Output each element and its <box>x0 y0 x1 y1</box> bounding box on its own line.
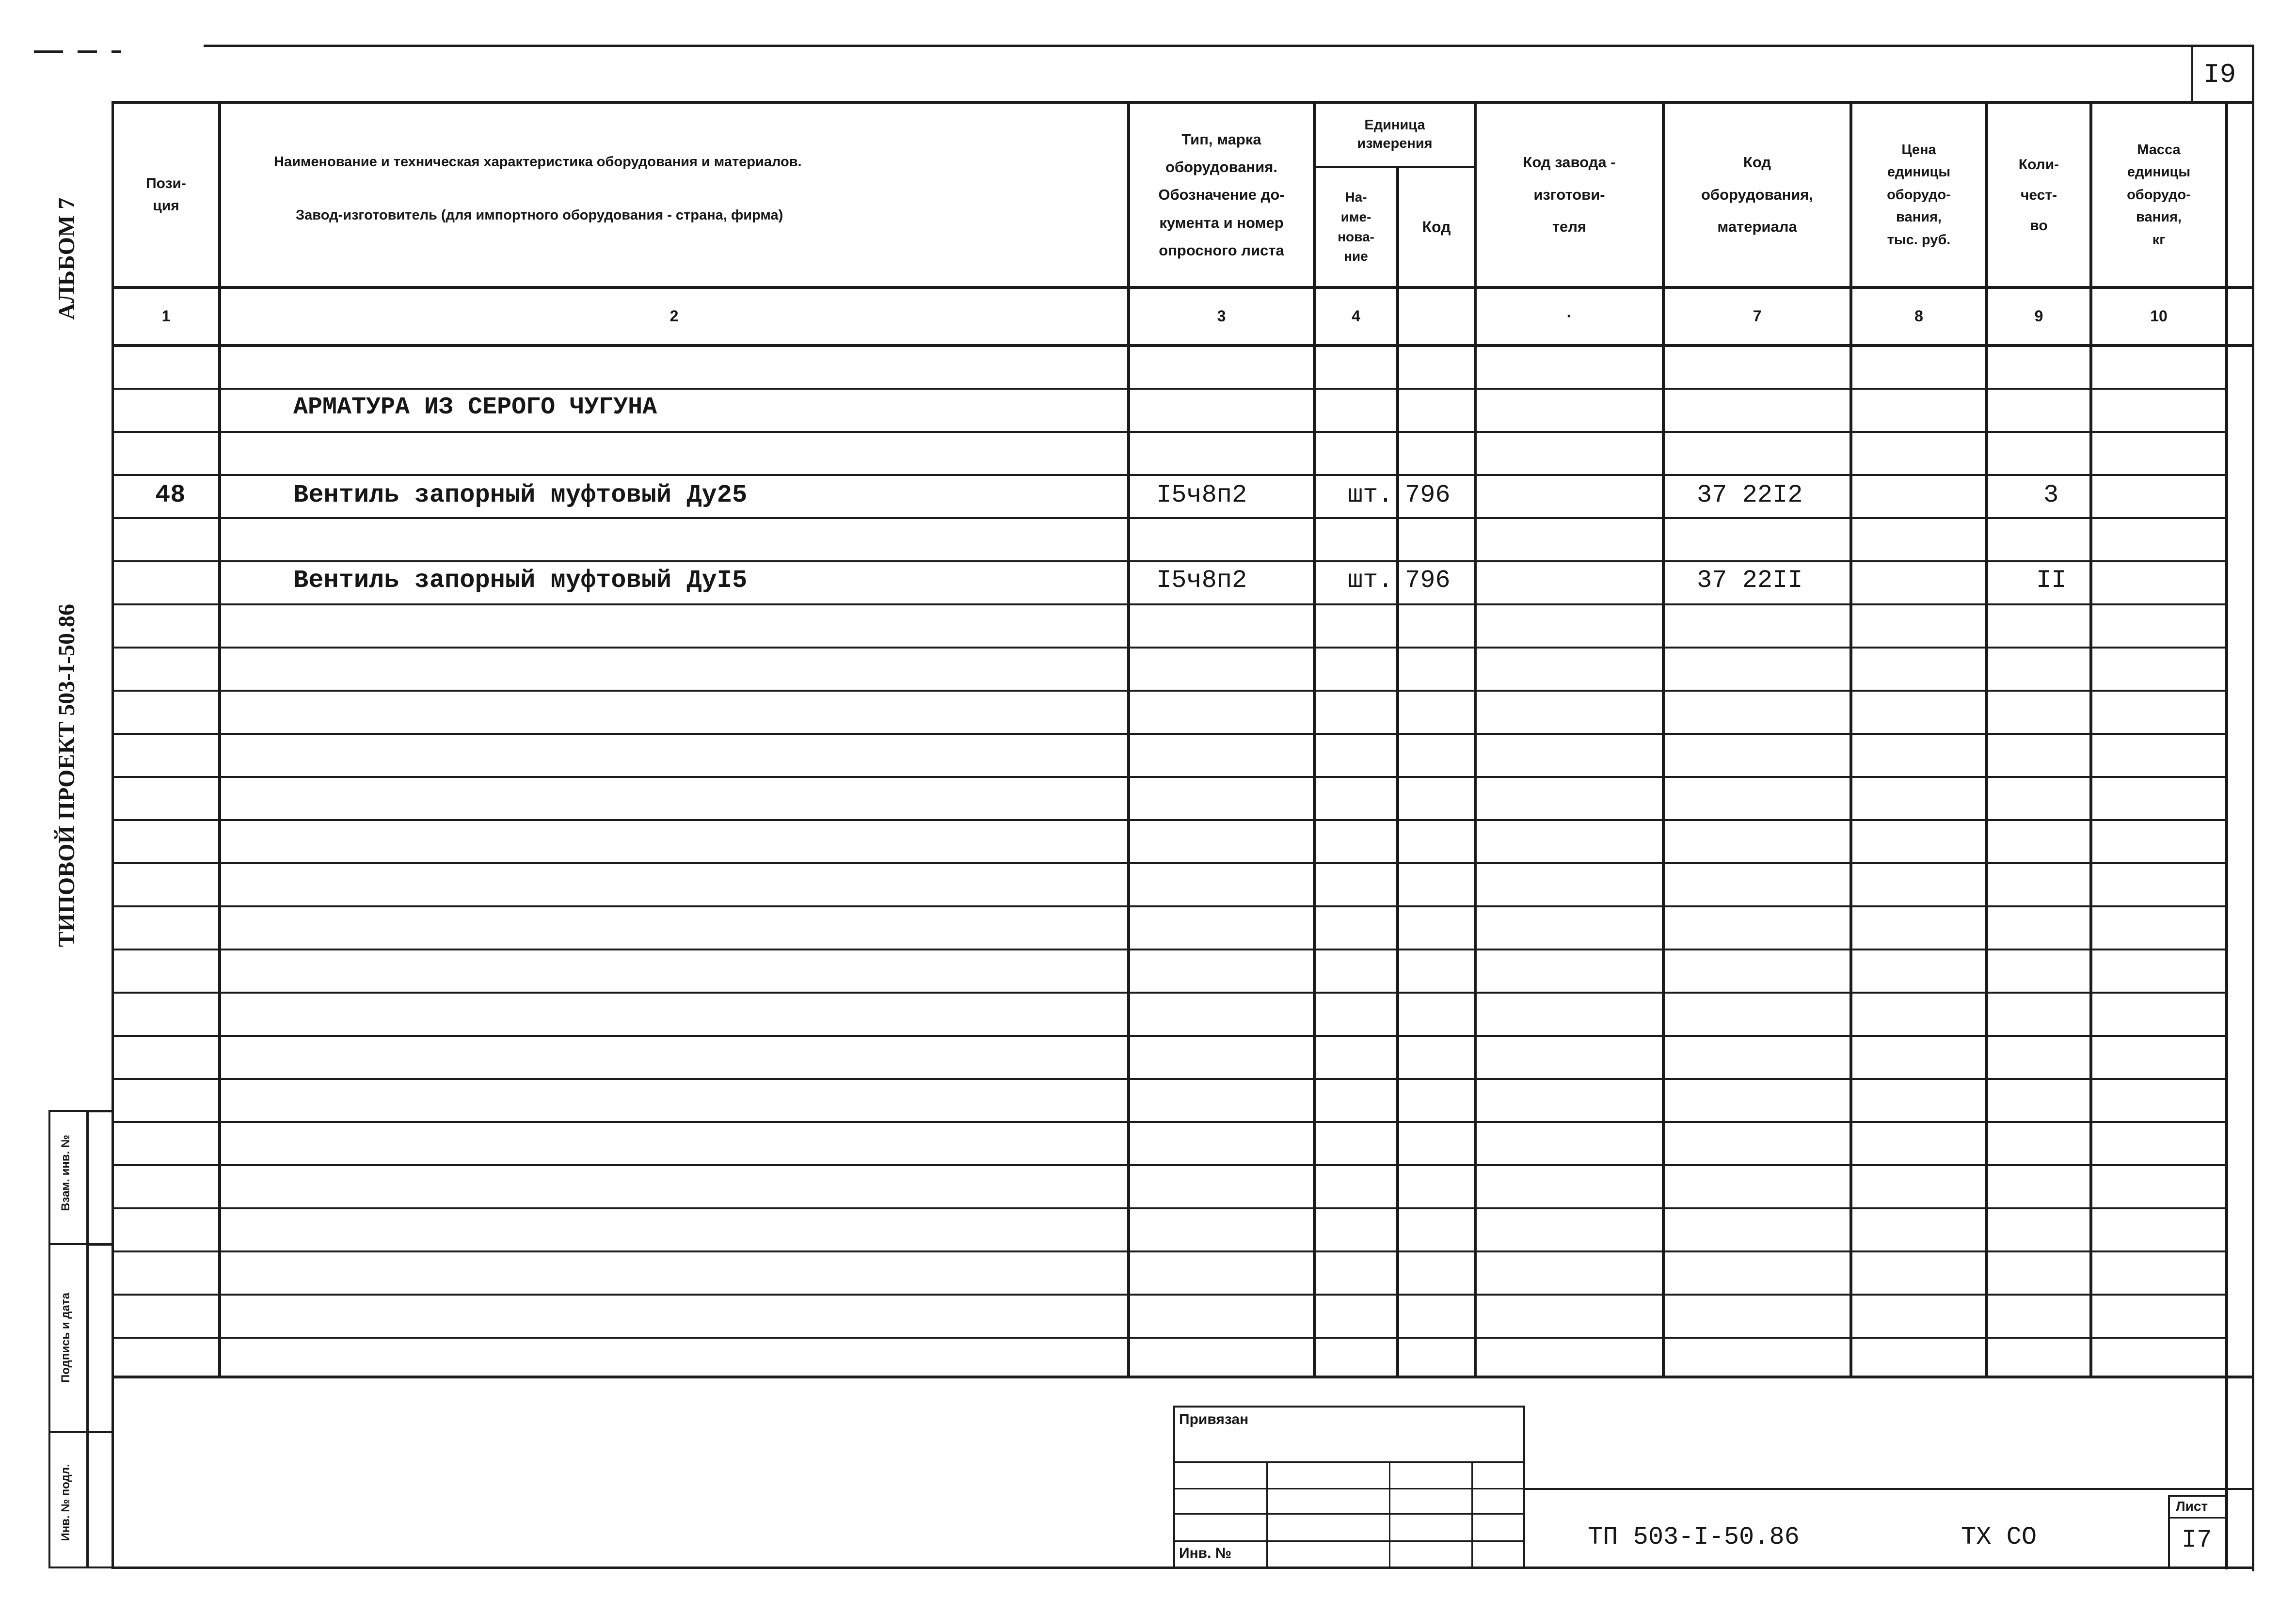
priv-col2 <box>1389 1461 1390 1568</box>
row-line <box>112 1337 2228 1339</box>
header-unit-code: Код <box>1422 218 1451 236</box>
doc-code: ТП 503-I-50.86 <box>1588 1523 1800 1551</box>
colnum-4: 4 <box>1352 307 1360 325</box>
colnum-3: 3 <box>1217 307 1226 325</box>
row1-unit: шт. <box>1348 481 1393 509</box>
colnum-1: 1 <box>161 307 171 325</box>
side-stamp-left <box>86 1110 89 1568</box>
colnum-7: 7 <box>1753 307 1762 325</box>
row-line <box>112 992 2228 994</box>
top-dash-3 <box>112 50 121 53</box>
sheet-box-left <box>2191 45 2193 102</box>
stamp-top <box>1523 1488 2252 1490</box>
project-title: ТИПОВОЙ ПРОЕКТ 503-I-50.86 <box>54 604 80 947</box>
header-name-line1: Наименование и техническая характеристика оборудования и материалов. <box>274 154 802 170</box>
table-colnum-bottom <box>112 344 2252 347</box>
row-line <box>112 1121 2228 1123</box>
side-stamp-div1 <box>86 1243 114 1246</box>
section-title: АРМАТУРА ИЗ СЕРОГО ЧУГУНА <box>293 394 657 421</box>
top-border <box>204 45 2254 47</box>
row2-unit-code: 796 <box>1405 566 1451 595</box>
stamp-podpis-data: Подпись и дата <box>59 1293 72 1383</box>
row1-code: 37 22I2 <box>1697 481 1803 509</box>
top-dash-1 <box>34 50 63 53</box>
doc-mark: ТХ СО <box>1961 1523 2037 1551</box>
row-line <box>112 1207 2228 1209</box>
row-line <box>112 776 2228 778</box>
header-quantity: Коли- чест- во <box>2018 156 2059 234</box>
header-unit-name: На- име- нова- ние <box>1338 190 1374 264</box>
row2-code: 37 22II <box>1697 566 1803 595</box>
priv-col3 <box>1471 1461 1473 1568</box>
side-stamp-top <box>86 1110 114 1112</box>
row-line <box>112 819 2228 821</box>
row2-quantity: II <box>2036 566 2067 595</box>
table-body-bottom <box>112 1376 2252 1378</box>
priv-box-right <box>1523 1406 1525 1568</box>
row-line <box>112 517 2228 519</box>
right-border <box>2252 45 2254 1571</box>
album-title: АЛЬБОМ 7 <box>54 197 80 320</box>
row-line <box>112 1035 2228 1037</box>
header-factory-code: Код завода - изготови- теля <box>1523 154 1616 236</box>
row1-type: I5ч8п2 <box>1156 481 1247 509</box>
list-number: I7 <box>2182 1526 2212 1554</box>
row1-unit-code: 796 <box>1405 481 1451 509</box>
col-sep-10 <box>2225 101 2228 1569</box>
row-line <box>112 431 2228 433</box>
row-line <box>112 905 2228 907</box>
row-line <box>112 862 2228 864</box>
header-mass: Масса единицы оборудо- вания, кг <box>2127 142 2191 248</box>
priv-box-left <box>1173 1406 1175 1568</box>
side-stamp-inner-bottom <box>48 1567 114 1568</box>
stamp-vzam-inv: Взам. инв. № <box>59 1135 72 1211</box>
list-label: Лист <box>2176 1499 2208 1514</box>
priv-col1 <box>1266 1461 1268 1568</box>
row2-type: I5ч8п2 <box>1156 566 1247 595</box>
side-stamp-inner-div1 <box>48 1243 87 1245</box>
row-line <box>112 949 2228 950</box>
list-box-top <box>2168 1495 2225 1497</box>
top-dash-2 <box>78 50 97 53</box>
bottom-border <box>112 1567 2254 1569</box>
header-type: Тип, марка оборудования. Обозначение до- кумента и номер опросного листа <box>1158 130 1285 259</box>
row-line <box>112 1078 2228 1080</box>
row-line <box>112 1294 2228 1296</box>
row-line <box>112 1164 2228 1166</box>
list-box-left <box>2168 1495 2170 1568</box>
header-unit-group: Единица измерения <box>1357 117 1433 151</box>
row-line <box>112 1250 2228 1252</box>
row1-position: 48 <box>155 481 186 509</box>
col-sep-4 <box>1396 167 1399 1378</box>
priv-box-top <box>1173 1406 1525 1408</box>
colnum-6: · <box>1566 307 1572 325</box>
colnum-2: 2 <box>670 307 679 325</box>
row-line <box>112 560 2228 562</box>
colnum-8: 8 <box>1914 307 1923 325</box>
row-line <box>112 690 2228 692</box>
row1-name: Вентиль запорный муфтовый Ду25 <box>293 481 748 509</box>
row1-quantity: 3 <box>2043 481 2059 509</box>
row2-unit: шт. <box>1348 566 1393 595</box>
sheet-number: I9 <box>2203 59 2236 90</box>
header-price: Цена единицы оборудо- вания, тыс. руб. <box>1887 142 1951 248</box>
side-stamp-inner <box>48 1110 50 1568</box>
colnum-9: 9 <box>2034 307 2043 325</box>
colnum-5 <box>1399 289 1474 344</box>
row2-name: Вентиль запорный муфтовый ДуI5 <box>293 566 748 595</box>
privyazan-label: Привязан <box>1179 1411 1249 1427</box>
colnum-10: 10 <box>2150 307 2168 325</box>
header-name-line2: Завод-изготовитель (для импортного оборудования - страна, фирма) <box>296 207 783 223</box>
row-line <box>112 474 2228 476</box>
header-position: Пози- ция <box>146 175 186 214</box>
header-equipment-code: Код оборудования, материала <box>1701 154 1813 236</box>
row-line <box>112 647 2228 649</box>
list-box-mid <box>2168 1517 2225 1519</box>
stamp-inv-podl: Инв. № подл. <box>59 1464 72 1541</box>
side-stamp-inner-top <box>48 1110 87 1112</box>
inv-no-label: Инв. № <box>1179 1545 1232 1561</box>
row-line <box>112 388 2228 390</box>
row-line <box>112 733 2228 735</box>
row-line <box>112 603 2228 605</box>
side-stamp-div2 <box>86 1431 114 1433</box>
